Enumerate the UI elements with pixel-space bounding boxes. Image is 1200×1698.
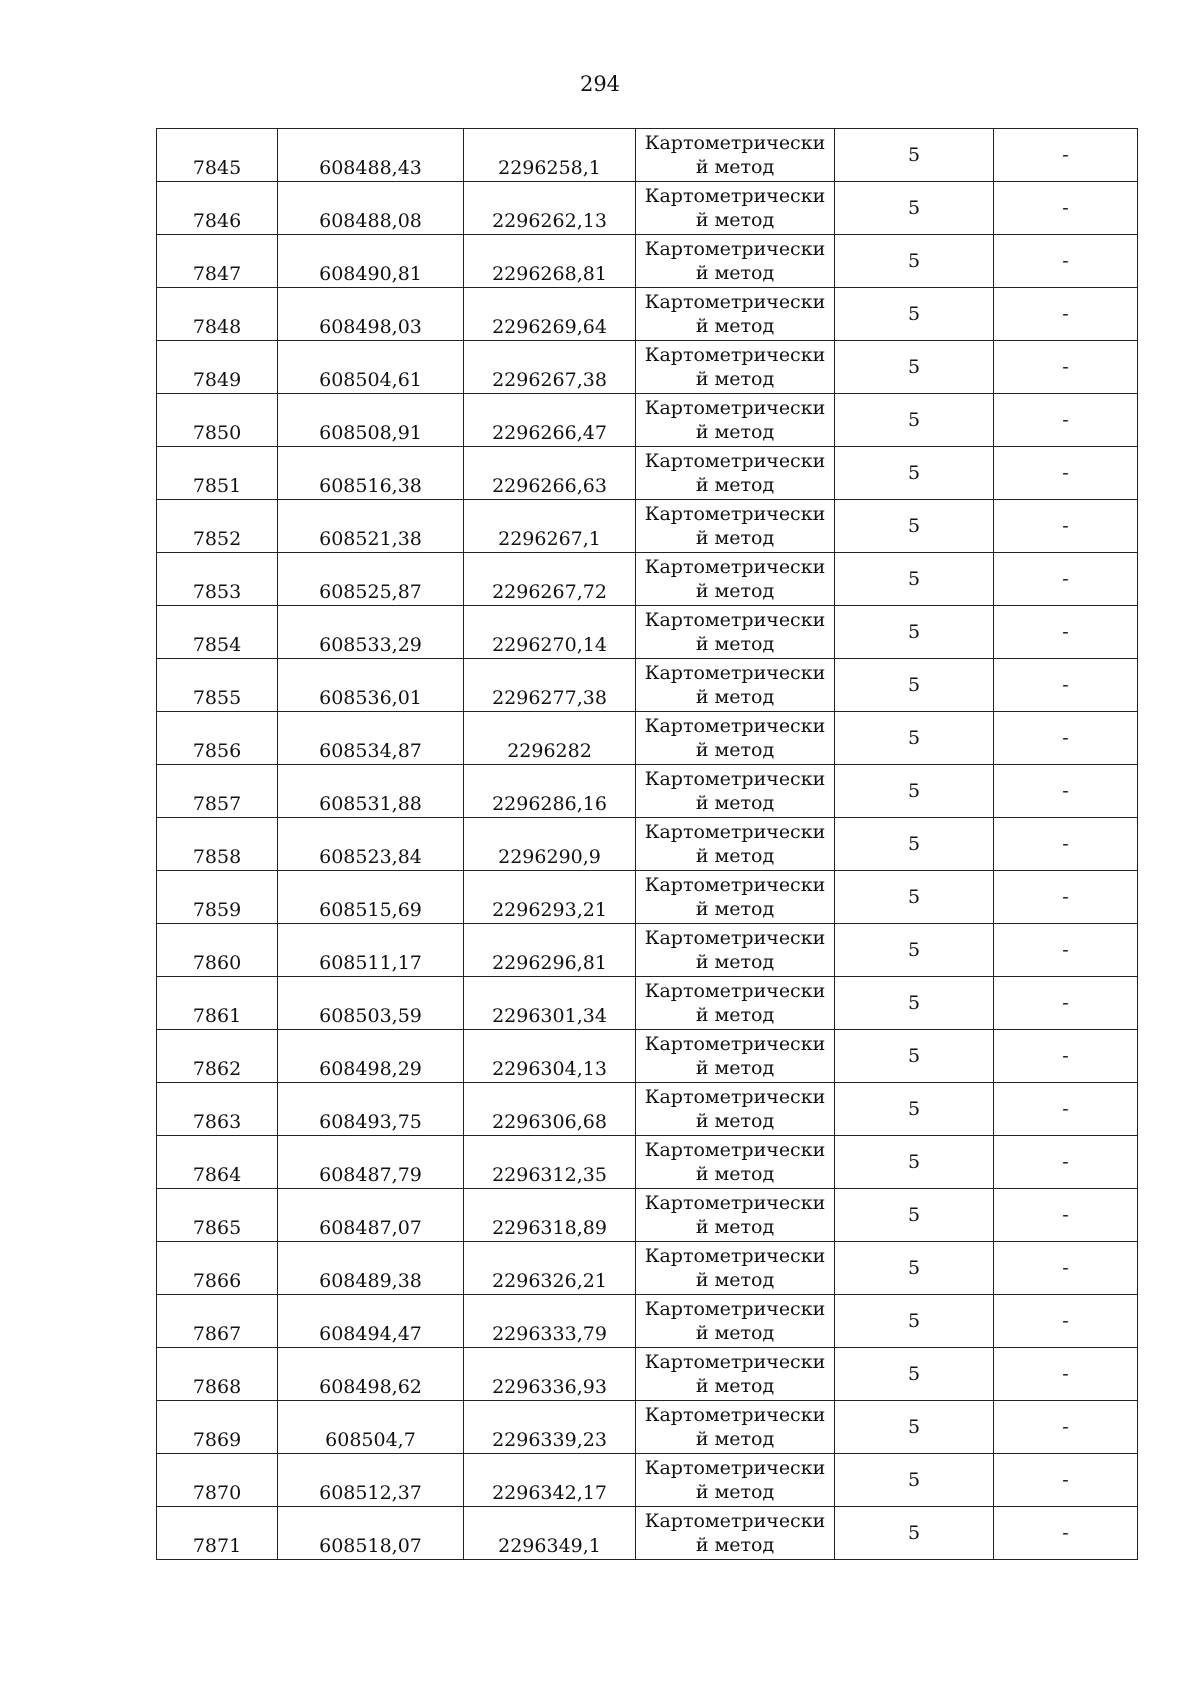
accuracy-cell: 5: [835, 341, 994, 394]
table-row: [157, 765, 1138, 818]
accuracy-cell: 5: [835, 447, 994, 500]
table-row: [157, 182, 1138, 235]
method-line-2: й метод: [695, 1004, 775, 1026]
method-cell: [636, 1348, 835, 1401]
y-coordinate-cell: 2296293,21: [464, 871, 636, 924]
accuracy-cell: 5: [835, 1189, 994, 1242]
x-coordinate-cell: 608487,79: [278, 1136, 464, 1189]
y-coordinate-cell: 2296342,17: [464, 1454, 636, 1507]
y-coordinate-cell: 2296269,64: [464, 288, 636, 341]
x-coordinate-cell: 608508,91: [278, 394, 464, 447]
accuracy-cell: 5: [835, 712, 994, 765]
table-row: [157, 712, 1138, 765]
y-coordinate-cell: 2296312,35: [464, 1136, 636, 1189]
method-cell: [636, 1507, 835, 1560]
method-cell: [636, 1189, 835, 1242]
x-coordinate-cell: 608488,43: [278, 129, 464, 182]
note-cell: -: [994, 924, 1138, 977]
note-cell: -: [994, 1030, 1138, 1083]
point-number-cell: 7858: [157, 818, 278, 871]
table-row: [157, 818, 1138, 871]
x-coordinate-cell: 608487,07: [278, 1189, 464, 1242]
point-number-cell: 7856: [157, 712, 278, 765]
x-coordinate-cell: 608504,7: [278, 1401, 464, 1454]
note-cell: -: [994, 1454, 1138, 1507]
x-coordinate-cell: 608521,38: [278, 500, 464, 553]
accuracy-cell: 5: [835, 235, 994, 288]
method-line-2: й метод: [695, 580, 775, 602]
x-coordinate-cell: 608523,84: [278, 818, 464, 871]
method-line-2: й метод: [695, 1216, 775, 1238]
accuracy-cell: 5: [835, 818, 994, 871]
method-line-1: Картометрически: [644, 1192, 826, 1214]
note-cell: -: [994, 1295, 1138, 1348]
y-coordinate-cell: 2296286,16: [464, 765, 636, 818]
method-line-1: Картометрически: [644, 1404, 826, 1426]
x-coordinate-cell: 608504,61: [278, 341, 464, 394]
point-number-cell: 7863: [157, 1083, 278, 1136]
method-line-2: й метод: [695, 368, 775, 390]
point-number-cell: 7857: [157, 765, 278, 818]
method-line-1: Картометрически: [644, 768, 826, 790]
y-coordinate-cell: 2296296,81: [464, 924, 636, 977]
method-cell: [636, 394, 835, 447]
y-coordinate-cell: 2296304,13: [464, 1030, 636, 1083]
method-line-1: Картометрически: [644, 980, 826, 1002]
x-coordinate-cell: 608512,37: [278, 1454, 464, 1507]
point-number-cell: 7860: [157, 924, 278, 977]
method-line-2: й метод: [695, 421, 775, 443]
note-cell: -: [994, 871, 1138, 924]
table-row: [157, 394, 1138, 447]
y-coordinate-cell: 2296306,68: [464, 1083, 636, 1136]
method-line-2: й метод: [695, 792, 775, 814]
method-cell: [636, 765, 835, 818]
method-line-1: Картометрически: [644, 1139, 826, 1161]
method-line-2: й метод: [695, 845, 775, 867]
note-cell: -: [994, 765, 1138, 818]
accuracy-cell: 5: [835, 1030, 994, 1083]
x-coordinate-cell: 608516,38: [278, 447, 464, 500]
method-line-2: й метод: [695, 1057, 775, 1079]
point-number-cell: 7862: [157, 1030, 278, 1083]
table-row: [157, 1348, 1138, 1401]
note-cell: -: [994, 712, 1138, 765]
y-coordinate-cell: 2296267,1: [464, 500, 636, 553]
method-line-1: Картометрически: [644, 874, 826, 896]
accuracy-cell: 5: [835, 1242, 994, 1295]
method-cell: [636, 1401, 835, 1454]
y-coordinate-cell: 2296336,93: [464, 1348, 636, 1401]
method-line-2: й метод: [695, 951, 775, 973]
point-number-cell: 7855: [157, 659, 278, 712]
method-line-2: й метод: [695, 898, 775, 920]
method-cell: [636, 1454, 835, 1507]
method-line-2: й метод: [695, 739, 775, 761]
note-cell: -: [994, 394, 1138, 447]
note-cell: -: [994, 553, 1138, 606]
method-line-2: й метод: [695, 1110, 775, 1132]
point-number-cell: 7867: [157, 1295, 278, 1348]
method-cell: [636, 1030, 835, 1083]
method-line-1: Картометрически: [644, 1510, 826, 1532]
point-number-cell: 7865: [157, 1189, 278, 1242]
table-row: [157, 288, 1138, 341]
x-coordinate-cell: 608515,69: [278, 871, 464, 924]
note-cell: -: [994, 288, 1138, 341]
accuracy-cell: 5: [835, 977, 994, 1030]
method-cell: [636, 341, 835, 394]
point-number-cell: 7847: [157, 235, 278, 288]
point-number-cell: 7871: [157, 1507, 278, 1560]
accuracy-cell: 5: [835, 1454, 994, 1507]
point-number-cell: 7846: [157, 182, 278, 235]
table-row: [157, 1083, 1138, 1136]
method-line-1: Картометрически: [644, 503, 826, 525]
method-line-1: Картометрически: [644, 715, 826, 737]
y-coordinate-cell: 2296282: [464, 712, 636, 765]
method-cell: [636, 1136, 835, 1189]
x-coordinate-cell: 608490,81: [278, 235, 464, 288]
table-row: [157, 235, 1138, 288]
method-line-1: Картометрически: [644, 450, 826, 472]
y-coordinate-cell: 2296262,13: [464, 182, 636, 235]
x-coordinate-cell: 608488,08: [278, 182, 464, 235]
point-number-cell: 7848: [157, 288, 278, 341]
note-cell: -: [994, 1083, 1138, 1136]
table-row: [157, 447, 1138, 500]
accuracy-cell: 5: [835, 182, 994, 235]
method-line-2: й метод: [695, 474, 775, 496]
method-line-1: Картометрически: [644, 662, 826, 684]
accuracy-cell: 5: [835, 1295, 994, 1348]
x-coordinate-cell: 608536,01: [278, 659, 464, 712]
method-cell: [636, 129, 835, 182]
method-line-1: Картометрически: [644, 1033, 826, 1055]
y-coordinate-cell: 2296339,23: [464, 1401, 636, 1454]
method-line-2: й метод: [695, 527, 775, 549]
x-coordinate-cell: 608494,47: [278, 1295, 464, 1348]
y-coordinate-cell: 2296267,38: [464, 341, 636, 394]
y-coordinate-cell: 2296318,89: [464, 1189, 636, 1242]
table-row: [157, 1242, 1138, 1295]
note-cell: -: [994, 606, 1138, 659]
point-number-cell: 7859: [157, 871, 278, 924]
table-row: [157, 871, 1138, 924]
table-row: [157, 1189, 1138, 1242]
x-coordinate-cell: 608534,87: [278, 712, 464, 765]
method-cell: [636, 606, 835, 659]
x-coordinate-cell: 608533,29: [278, 606, 464, 659]
x-coordinate-cell: 608518,07: [278, 1507, 464, 1560]
note-cell: -: [994, 1242, 1138, 1295]
note-cell: -: [994, 500, 1138, 553]
method-cell: [636, 712, 835, 765]
point-number-cell: 7866: [157, 1242, 278, 1295]
method-cell: [636, 1242, 835, 1295]
accuracy-cell: 5: [835, 924, 994, 977]
method-line-1: Картометрически: [644, 821, 826, 843]
point-number-cell: 7869: [157, 1401, 278, 1454]
point-number-cell: 7864: [157, 1136, 278, 1189]
x-coordinate-cell: 608498,62: [278, 1348, 464, 1401]
method-cell: [636, 818, 835, 871]
x-coordinate-cell: 608489,38: [278, 1242, 464, 1295]
method-line-2: й метод: [695, 1481, 775, 1503]
method-cell: [636, 977, 835, 1030]
accuracy-cell: 5: [835, 500, 994, 553]
note-cell: -: [994, 1136, 1138, 1189]
accuracy-cell: 5: [835, 871, 994, 924]
point-number-cell: 7849: [157, 341, 278, 394]
note-cell: -: [994, 447, 1138, 500]
method-cell: [636, 447, 835, 500]
table-row: [157, 1030, 1138, 1083]
method-line-1: Картометрически: [644, 132, 826, 154]
y-coordinate-cell: 2296277,38: [464, 659, 636, 712]
y-coordinate-cell: 2296266,47: [464, 394, 636, 447]
table-row: [157, 553, 1138, 606]
point-number-cell: 7851: [157, 447, 278, 500]
method-line-2: й метод: [695, 1269, 775, 1291]
accuracy-cell: 5: [835, 1136, 994, 1189]
x-coordinate-cell: 608525,87: [278, 553, 464, 606]
method-cell: [636, 659, 835, 712]
method-line-2: й метод: [695, 209, 775, 231]
table-row: [157, 977, 1138, 1030]
method-line-2: й метод: [695, 1322, 775, 1344]
accuracy-cell: 5: [835, 1507, 994, 1560]
method-cell: [636, 924, 835, 977]
accuracy-cell: 5: [835, 553, 994, 606]
accuracy-cell: 5: [835, 765, 994, 818]
method-line-2: й метод: [695, 262, 775, 284]
table-row: [157, 341, 1138, 394]
y-coordinate-cell: 2296270,14: [464, 606, 636, 659]
method-line-2: й метод: [695, 633, 775, 655]
y-coordinate-cell: 2296266,63: [464, 447, 636, 500]
method-line-2: й метод: [695, 686, 775, 708]
note-cell: -: [994, 341, 1138, 394]
note-cell: -: [994, 659, 1138, 712]
method-cell: [636, 871, 835, 924]
page-number: 294: [579, 72, 621, 96]
note-cell: -: [994, 1401, 1138, 1454]
method-line-2: й метод: [695, 1428, 775, 1450]
method-line-2: й метод: [695, 1534, 775, 1556]
method-line-2: й метод: [695, 315, 775, 337]
x-coordinate-cell: 608503,59: [278, 977, 464, 1030]
point-number-cell: 7861: [157, 977, 278, 1030]
method-line-1: Картометрически: [644, 927, 826, 949]
method-line-2: й метод: [695, 156, 775, 178]
accuracy-cell: 5: [835, 288, 994, 341]
point-number-cell: 7853: [157, 553, 278, 606]
note-cell: -: [994, 1348, 1138, 1401]
accuracy-cell: 5: [835, 1401, 994, 1454]
table-body: [157, 129, 1138, 1560]
method-line-1: Картометрически: [644, 1351, 826, 1373]
point-number-cell: 7868: [157, 1348, 278, 1401]
method-line-1: Картометрически: [644, 1457, 826, 1479]
y-coordinate-cell: 2296258,1: [464, 129, 636, 182]
accuracy-cell: 5: [835, 1083, 994, 1136]
table-row: [157, 1454, 1138, 1507]
y-coordinate-cell: 2296301,34: [464, 977, 636, 1030]
x-coordinate-cell: 608493,75: [278, 1083, 464, 1136]
table-row: [157, 606, 1138, 659]
table-row: [157, 129, 1138, 182]
table-row: [157, 1401, 1138, 1454]
table-row: [157, 1136, 1138, 1189]
method-line-1: Картометрически: [644, 1086, 826, 1108]
method-cell: [636, 1083, 835, 1136]
y-coordinate-cell: 2296290,9: [464, 818, 636, 871]
method-line-2: й метод: [695, 1375, 775, 1397]
method-cell: [636, 1295, 835, 1348]
method-line-1: Картометрически: [644, 238, 826, 260]
method-line-1: Картометрически: [644, 1298, 826, 1320]
y-coordinate-cell: 2296326,21: [464, 1242, 636, 1295]
x-coordinate-cell: 608511,17: [278, 924, 464, 977]
accuracy-cell: 5: [835, 129, 994, 182]
coordinates-table: [156, 128, 1138, 1560]
note-cell: -: [994, 818, 1138, 871]
method-line-1: Картометрически: [644, 291, 826, 313]
accuracy-cell: 5: [835, 606, 994, 659]
method-line-1: Картометрически: [644, 1245, 826, 1267]
point-number-cell: 7852: [157, 500, 278, 553]
note-cell: -: [994, 1189, 1138, 1242]
method-line-1: Картометрически: [644, 397, 826, 419]
method-line-1: Картометрически: [644, 609, 826, 631]
x-coordinate-cell: 608498,03: [278, 288, 464, 341]
note-cell: -: [994, 235, 1138, 288]
method-cell: [636, 235, 835, 288]
method-cell: [636, 553, 835, 606]
point-number-cell: 7850: [157, 394, 278, 447]
table-row: [157, 1507, 1138, 1560]
point-number-cell: 7854: [157, 606, 278, 659]
table-row: [157, 924, 1138, 977]
y-coordinate-cell: 2296267,72: [464, 553, 636, 606]
y-coordinate-cell: 2296268,81: [464, 235, 636, 288]
method-cell: [636, 182, 835, 235]
method-cell: [636, 288, 835, 341]
method-line-2: й метод: [695, 1163, 775, 1185]
accuracy-cell: 5: [835, 1348, 994, 1401]
accuracy-cell: 5: [835, 659, 994, 712]
y-coordinate-cell: 2296349,1: [464, 1507, 636, 1560]
method-cell: [636, 500, 835, 553]
y-coordinate-cell: 2296333,79: [464, 1295, 636, 1348]
note-cell: -: [994, 977, 1138, 1030]
note-cell: -: [994, 129, 1138, 182]
method-line-1: Картометрически: [644, 556, 826, 578]
note-cell: -: [994, 182, 1138, 235]
method-line-1: Картометрически: [644, 185, 826, 207]
table-row: [157, 1295, 1138, 1348]
table-row: [157, 500, 1138, 553]
note-cell: -: [994, 1507, 1138, 1560]
table-row: [157, 659, 1138, 712]
x-coordinate-cell: 608531,88: [278, 765, 464, 818]
x-coordinate-cell: 608498,29: [278, 1030, 464, 1083]
point-number-cell: 7845: [157, 129, 278, 182]
point-number-cell: 7870: [157, 1454, 278, 1507]
method-line-1: Картометрически: [644, 344, 826, 366]
accuracy-cell: 5: [835, 394, 994, 447]
